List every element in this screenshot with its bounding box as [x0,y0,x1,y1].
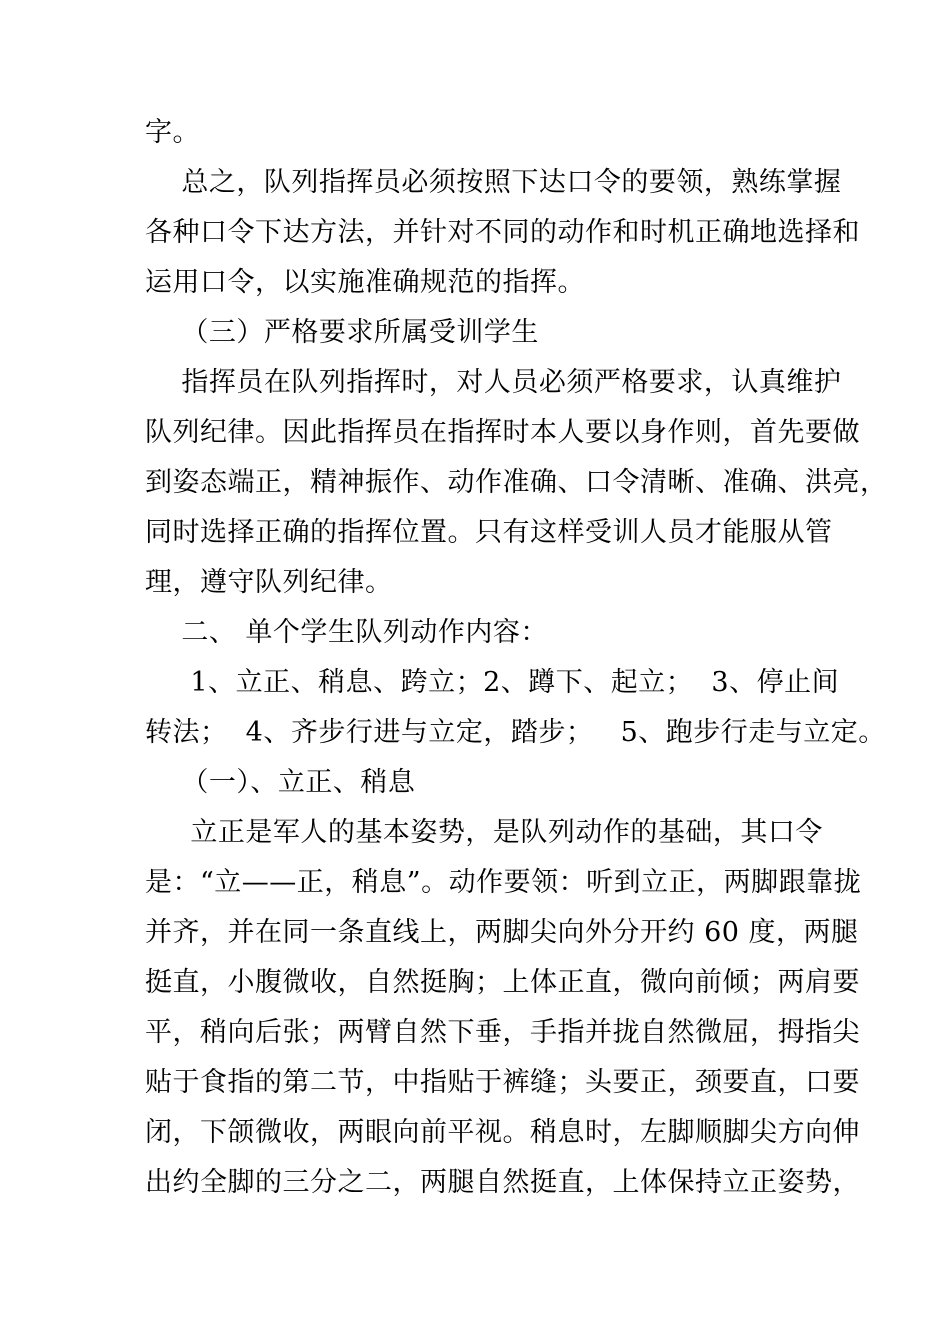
section-heading: （一）、立正、稍息 [145,767,416,798]
text-line: 各种口令下达方法，并针对不同的动作和时机正确地选择和 [145,217,860,248]
text-line: 总之，队列指挥员必须按照下达口令的要领，熟练掌握 [145,167,842,198]
text-line: 1、立正、稍息、跨立；2、蹲下、起立； 3、停止间 [145,667,840,698]
section-heading: 二、 单个学生队列动作内容： [145,617,548,648]
text-line: 出约全脚的三分之二，两腿自然挺直，上体保持立正姿势， [145,1167,860,1198]
text-line: 指挥员在队列指挥时，对人员必须严格要求，认真维护 [145,367,842,398]
text-line: 转法； 4、齐步行进与立定，踏步； 5、跑步行走与立定。 [145,717,886,748]
text-line: 立正是军人的基本姿势，是队列动作的基础，其口令 [145,817,823,848]
text-line: 同时选择正确的指挥位置。只有这样受训人员才能服从管 [145,517,833,548]
text-line: 队列纪律。因此指挥员在指挥时本人要以身作则，首先要做 [145,417,860,448]
text-line: 字。 [145,117,200,148]
text-line: 理，遵守队列纪律。 [145,567,393,598]
section-heading: （三）严格要求所属受训学生 [145,317,539,348]
text-line: 到姿态端正，精神振作、动作准确、口令清晰、准确、洪亮， [145,467,888,498]
text-line: 闭，下颌微收，两眼向前平视。稍息时，左脚顺脚尖方向伸 [145,1117,860,1148]
text-line: 是：“立——正，稍息”。动作要领：听到立正，两脚跟靠拢 [145,867,862,898]
text-line: 贴于食指的第二节，中指贴于裤缝；头要正，颈要直，口要 [145,1067,860,1098]
text-line: 运用口令，以实施准确规范的指挥。 [145,267,585,298]
text-line: 并齐，并在同一条直线上，两脚尖向外分开约 60 度，两腿 [145,917,859,948]
text-line: 平，稍向后张；两臂自然下垂，手指并拢自然微屈，拇指尖 [145,1017,860,1048]
text-line: 挺直，小腹微收，自然挺胸；上体正直，微向前倾；两肩要 [145,967,860,998]
